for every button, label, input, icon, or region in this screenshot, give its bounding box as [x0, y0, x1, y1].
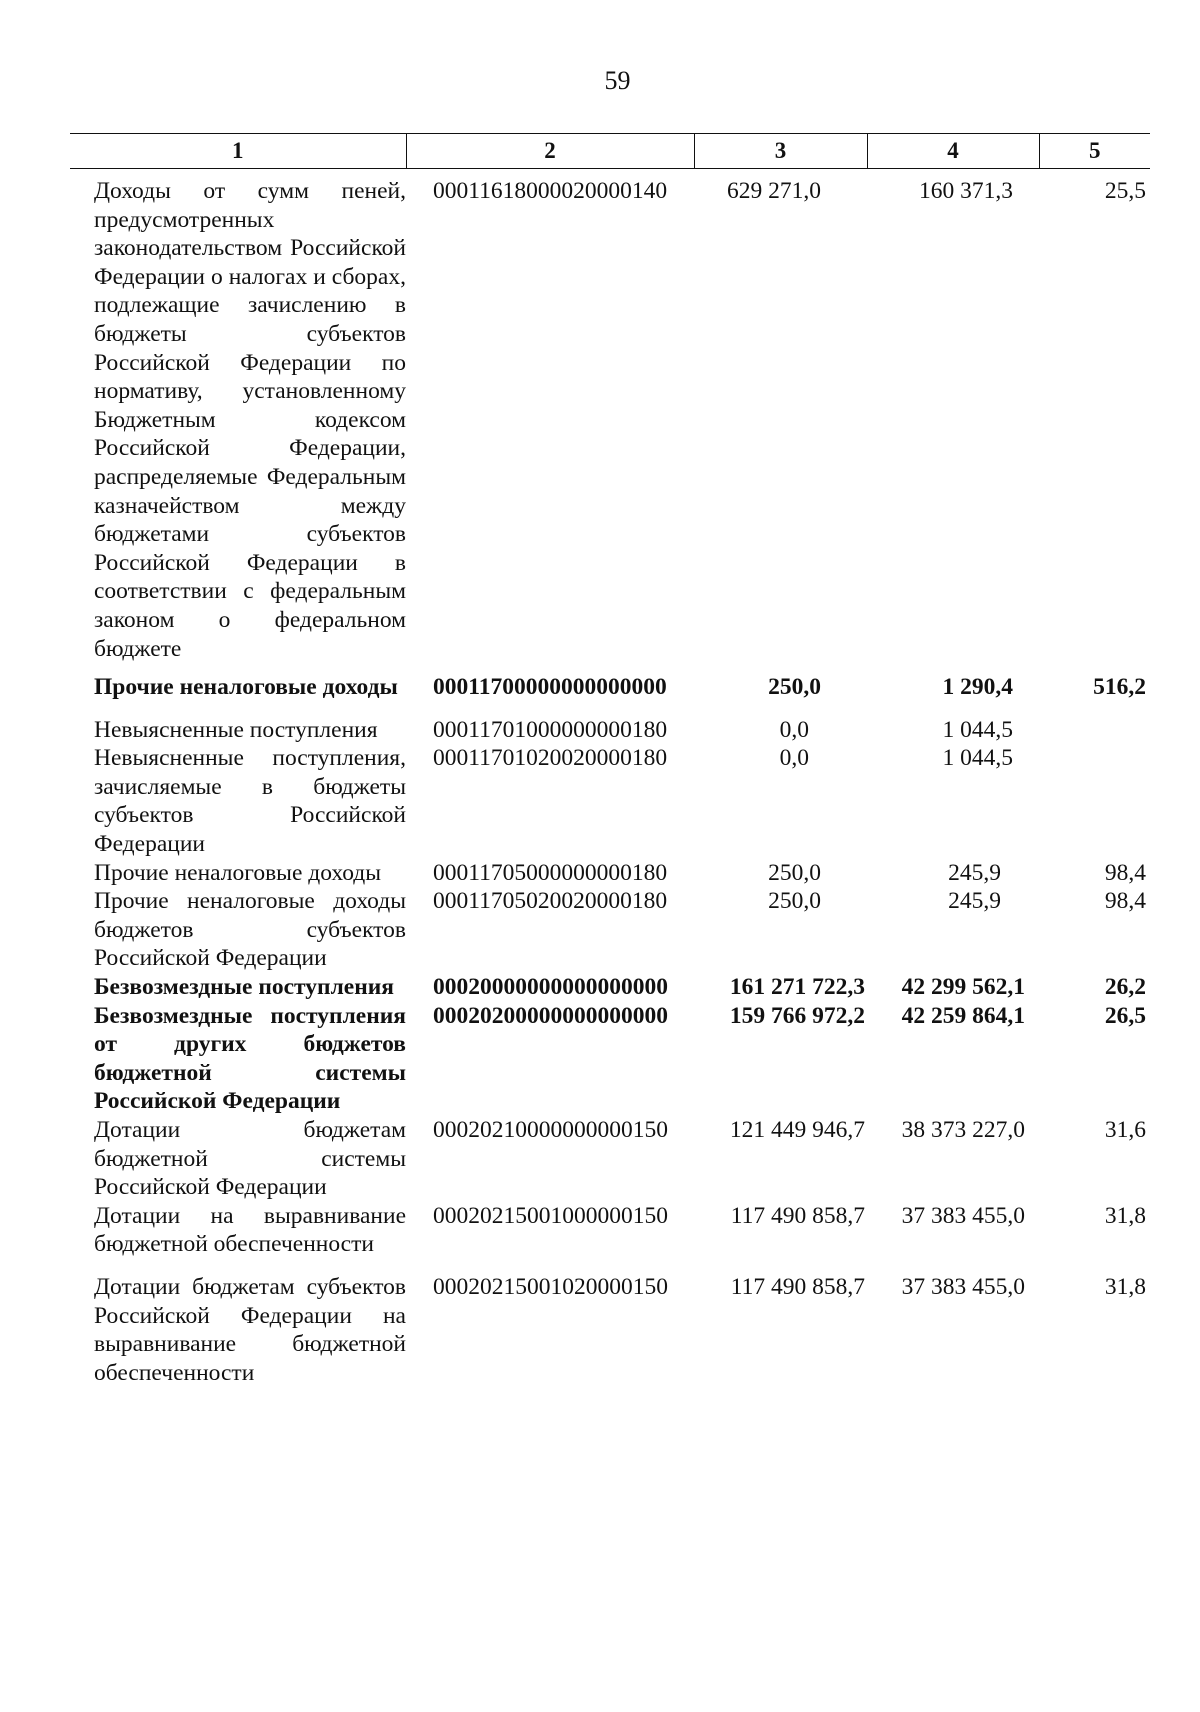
row-name: Дотации бюджетам субъектов Российской Федерации на выравнивание бюджетной обеспеченности	[94, 1273, 406, 1386]
table-row	[70, 973, 1150, 1002]
table-row	[70, 663, 1150, 702]
row-percent: 25,5	[1104, 178, 1146, 204]
row-percent: 31,8	[1104, 1202, 1146, 1229]
table-row	[70, 887, 1150, 973]
table-header	[70, 134, 1150, 169]
row-actual: 1 044,5	[942, 745, 1013, 772]
row-name: Доходы от сумм пеней, предусмотренных законодательством Российской Федерации о налогах и сборах, подлежащие зачислению в бюджеты субъектов Российской Федерации по нормативу, установленному Бюджетным кодексом Российской Федерации, распределяемые Федеральным казначейством между бюджетами субъектов Российской Федерации в соответствии с федеральным законом о федеральном бюджете	[94, 178, 406, 662]
row-percent: 26,5	[1104, 1002, 1146, 1029]
row-percent: 31,8	[1104, 1273, 1146, 1300]
row-plan: 117 490 858,7	[730, 1273, 865, 1300]
row-actual: 1 044,5	[942, 716, 1013, 743]
row-actual: 38 373 227,0	[901, 1117, 1025, 1143]
row-code: 00020000000000000000	[433, 974, 668, 1001]
row-percent	[1039, 744, 1150, 858]
header-col-1: 1	[70, 134, 406, 169]
table-row	[70, 1259, 1150, 1387]
row-plan: 250,0	[768, 674, 821, 701]
row-name: Безвозмездные поступления от других бюджетов бюджетной системы Российской Федерации	[94, 1002, 406, 1115]
row-plan: 161 271 722,3	[729, 974, 865, 1001]
table-row	[70, 859, 1150, 888]
row-percent: 98,4	[1104, 859, 1146, 886]
row-actual: 42 299 562,1	[901, 974, 1025, 1001]
row-percent: 516,2	[1093, 674, 1146, 701]
row-name: Безвозмездные поступления	[94, 974, 394, 1001]
row-plan: 629 271,0	[727, 178, 821, 204]
row-code: 00011618000020000140	[433, 178, 668, 204]
row-actual: 1 290,4	[942, 674, 1013, 701]
header-col-2: 2	[406, 134, 694, 169]
header-row	[70, 134, 1150, 169]
row-actual: 160 371,3	[919, 178, 1013, 204]
row-code: 00011700000000000000	[433, 674, 667, 701]
row-plan: 250,0	[768, 888, 821, 915]
row-code: 00011701020020000180	[433, 745, 668, 772]
row-actual: 37 383 455,0	[901, 1202, 1025, 1229]
row-name: Прочие неналоговые доходы	[94, 674, 398, 701]
row-percent: 98,4	[1104, 888, 1146, 915]
row-percent	[1039, 702, 1150, 745]
page-number: 59	[604, 66, 631, 95]
budget-table	[70, 133, 1150, 1387]
row-plan: 121 449 946,7	[729, 1117, 865, 1143]
table-row	[70, 169, 1150, 664]
row-name: Прочие неналоговые доходы бюджетов субъектов Российской Федерации	[94, 888, 406, 972]
row-percent: 26,2	[1104, 974, 1146, 1001]
table-body	[70, 169, 1150, 1388]
table-row	[70, 744, 1150, 858]
row-plan: 0,0	[779, 716, 809, 743]
row-code: 00011705000000000180	[433, 859, 668, 886]
row-plan: 159 766 972,2	[729, 1002, 865, 1029]
row-actual: 42 259 864,1	[901, 1002, 1025, 1029]
table-row	[70, 702, 1150, 745]
row-plan: 250,0	[768, 859, 821, 886]
row-name: Дотации бюджетам бюджетной системы Российской Федерации	[94, 1117, 406, 1201]
row-name: Дотации на выравнивание бюджетной обеспеченности	[94, 1202, 406, 1258]
header-col-4: 4	[867, 134, 1039, 169]
row-percent: 31,6	[1104, 1117, 1146, 1143]
header-col-3: 3	[694, 134, 867, 169]
row-code: 00020200000000000000	[433, 1002, 668, 1029]
row-code: 00011701000000000180	[433, 716, 668, 743]
row-code: 00020215001000000150	[433, 1202, 668, 1229]
row-actual: 37 383 455,0	[901, 1273, 1025, 1300]
table-row	[70, 1002, 1150, 1116]
row-code: 00020215001020000150	[433, 1273, 668, 1300]
row-code: 00020210000000000150	[433, 1117, 668, 1143]
row-name: Невыясненные поступления, зачисляемые в бюджеты субъектов Российской Федерации	[94, 745, 406, 858]
row-code: 00011705020020000180	[433, 888, 668, 915]
row-name: Прочие неналоговые доходы	[94, 859, 382, 886]
row-plan: 117 490 858,7	[730, 1202, 865, 1229]
row-actual: 245,9	[948, 888, 1001, 915]
row-actual: 245,9	[948, 859, 1001, 886]
table-row	[70, 1116, 1150, 1202]
row-plan: 0,0	[779, 745, 809, 772]
header-col-5: 5	[1039, 134, 1150, 169]
table-row	[70, 1202, 1150, 1259]
row-name: Невыясненные поступления	[94, 716, 378, 743]
